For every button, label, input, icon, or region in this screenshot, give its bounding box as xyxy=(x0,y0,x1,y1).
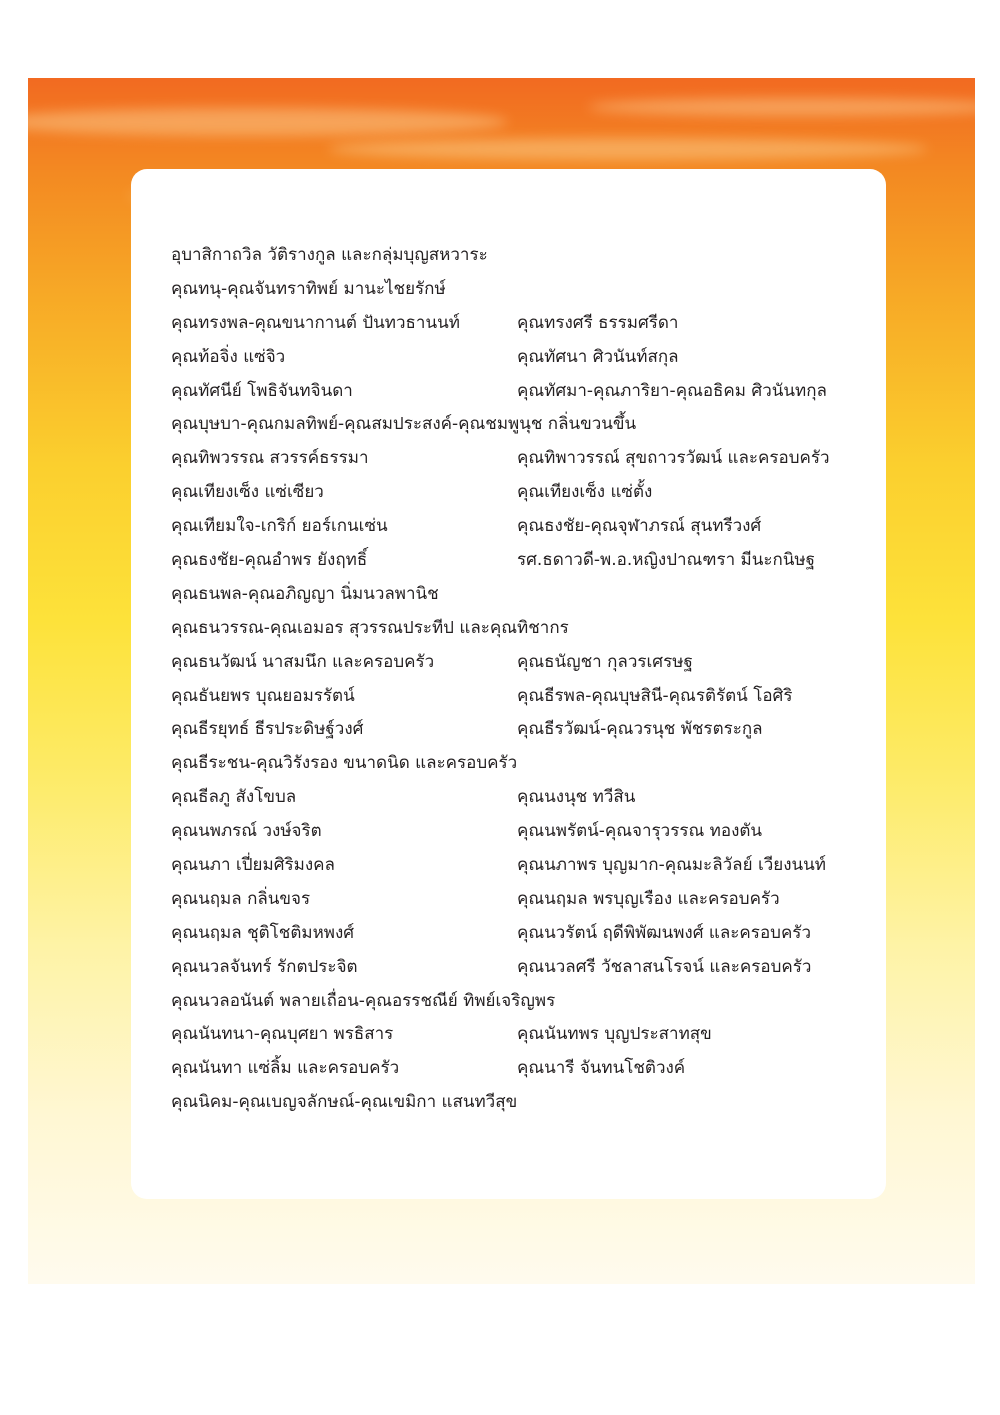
name-row xyxy=(171,476,861,510)
name-row xyxy=(171,815,861,849)
name-left: คุณนฤมล ชุติโชติมหพงศ์ xyxy=(171,922,355,943)
name-right: รศ.ธดาวดี-พ.อ.หญิงปาณฑรา มีนะกนิษฐ xyxy=(517,550,815,571)
name-right: คุณนภาพร บุญมาก-คุณมะลิวัลย์ เวียงนนท์ xyxy=(517,855,827,876)
cloud-streak xyxy=(28,108,508,136)
name-right: คุณเทียงเซ็ง แซ่ตั้ง xyxy=(517,482,653,503)
name-right: คุณทัศนา ศิวนันท์สกุล xyxy=(517,346,679,367)
name-right: คุณนวลศรี วัชลาสนโรจน์ และครอบครัว xyxy=(517,956,812,977)
name-right: คุณทิพาวรรณ์ สุขถาวรวัฒน์ และครอบครัว xyxy=(517,448,830,469)
name-left: คุณธีระชน-คุณวิรังรอง ขนาดนิด และครอบครัว xyxy=(171,753,518,774)
name-left: คุณธีรยุทธ์ ธีรประดิษฐ์วงศ์ xyxy=(171,719,364,740)
cloud-streak xyxy=(588,98,975,116)
name-row xyxy=(171,747,861,781)
name-row xyxy=(171,680,861,714)
name-row xyxy=(171,307,861,341)
name-left: คุณนันทนา-คุณบุศยา พรธิสาร xyxy=(171,1024,394,1045)
name-row xyxy=(171,341,861,375)
name-right: คุณนวรัตน์ ฤดีพิพัฒนพงศ์ และครอบครัว xyxy=(517,922,811,943)
name-row xyxy=(171,646,861,680)
name-right: คุณนพรัตน์-คุณจารุวรรณ ทองตัน xyxy=(517,821,763,842)
name-right: คุณธีรพล-คุณบุษสินี-คุณรติรัตน์ โอศิริ xyxy=(517,685,793,706)
name-right: คุณธงชัย-คุณจุฬาภรณ์ สุนทรีวงศ์ xyxy=(517,516,762,537)
name-row xyxy=(171,442,861,476)
name-row xyxy=(171,1086,861,1120)
name-left: คุณธนวัฒน์ นาสมนึก และครอบครัว xyxy=(171,651,435,672)
name-left: คุณนฤมล กลิ่นขจร xyxy=(171,888,311,909)
name-row xyxy=(171,951,861,985)
name-left: คุณทนุ-คุณจันทราทิพย์ มานะไชยรักษ์ xyxy=(171,278,446,299)
name-left: คุณนวลอนันต์ พลายเถื่อน-คุณอรรชณีย์ ทิพย์เจริญพร xyxy=(171,990,556,1011)
name-left: คุณนิคม-คุณเบญจลักษณ์-คุณเขมิกา แสนทวีสุข xyxy=(171,1092,518,1113)
name-left: คุณธันยพร บุณยอมรรัตน์ xyxy=(171,685,355,706)
name-right: คุณทรงศรี ธรรมศรีดา xyxy=(517,312,679,333)
name-right: คุณทัศมา-คุณภาริยา-คุณอธิคม ศิวนันทกุล xyxy=(517,380,827,401)
name-row xyxy=(171,273,861,307)
name-left: คุณธีลภู สังโขบล xyxy=(171,787,297,808)
name-right: คุณธีรวัฒน์-คุณวรนุช พัชรตระกูล xyxy=(517,719,763,740)
name-left: คุณทัศนีย์ โพธิจันทจินดา xyxy=(171,380,353,401)
names-card xyxy=(131,169,886,1199)
name-left: คุณนภา เปี่ยมศิริมงคล xyxy=(171,855,335,876)
name-row xyxy=(171,985,861,1019)
name-row xyxy=(171,544,861,578)
name-right: คุณนารี จันทนโชติวงค์ xyxy=(517,1058,686,1079)
name-left: คุณเทียงเซ็ง แซ่เซียว xyxy=(171,482,324,503)
name-right: คุณนงนุช ทวีสิน xyxy=(517,787,636,808)
name-left: คุณธนวรรณ-คุณเอมอร สุวรรณประทีป และคุณทิชากร xyxy=(171,617,569,638)
name-left: คุณบุษบา-คุณกมลทิพย์-คุณสมประสงค์-คุณชมพูนุช กลิ่นขวนขึ้น xyxy=(171,414,637,435)
name-right: คุณนฤมล พรบุญเรือง และครอบครัว xyxy=(517,888,780,909)
name-left: คุณทรงพล-คุณขนากานต์ ปันทวธานนท์ xyxy=(171,312,460,333)
name-row xyxy=(171,239,861,273)
name-left: คุณนวลจันทร์ รักตประจิต xyxy=(171,956,358,977)
name-left: คุณทิพวรรณ สวรรค์ธรรมา xyxy=(171,448,369,469)
name-left: คุณนพภรณ์ วงษ์จริต xyxy=(171,821,322,842)
name-left: คุณเทียมใจ-เกริก์ ยอร์เกนเซ่น xyxy=(171,516,388,537)
name-row xyxy=(171,375,861,409)
name-left: คุณท้อจิ่ง แซ่จิว xyxy=(171,346,286,367)
name-left: คุณธงชัย-คุณอำพร ยังฤทธิ์ xyxy=(171,550,368,571)
name-row xyxy=(171,781,861,815)
name-row xyxy=(171,883,861,917)
name-row xyxy=(171,1018,861,1052)
name-left: อุบาสิกาถวิล วัติรางกูล และกลุ่มบุญสหวาระ xyxy=(171,245,488,265)
name-right: คุณธนัญชา กุลวรเศรษฐ xyxy=(517,651,693,672)
name-row xyxy=(171,408,861,442)
name-left: คุณธนพล-คุณอภิญญา นิ่มนวลพานิช xyxy=(171,583,439,604)
name-row xyxy=(171,510,861,544)
name-left: คุณนันทา แซ่ลิ้ม และครอบครัว xyxy=(171,1058,400,1079)
name-row xyxy=(171,1052,861,1086)
name-row xyxy=(171,612,861,646)
name-row xyxy=(171,849,861,883)
name-row xyxy=(171,917,861,951)
name-row xyxy=(171,578,861,612)
name-row xyxy=(171,713,861,747)
name-right: คุณนันทพร บุญประสาทสุข xyxy=(517,1024,712,1045)
cloud-streak xyxy=(328,138,928,160)
donor-name-list xyxy=(171,239,861,1120)
